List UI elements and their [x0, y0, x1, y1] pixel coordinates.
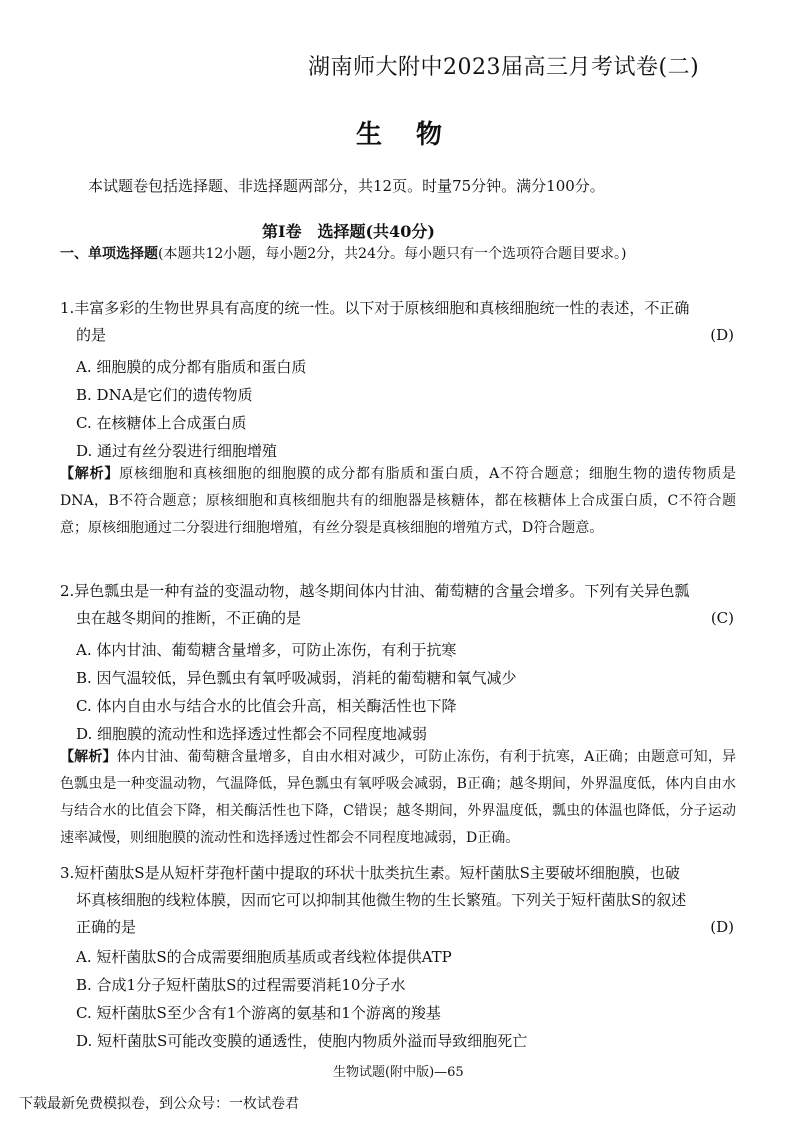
page-footer: 生物试题(附中版)—65: [333, 1065, 464, 1080]
question-2-stem-line1: 2.异色瓢虫是一种有益的变温动物，越冬期间体内甘油、葡萄糖的含量会增多。下列有关异色瓢: [60, 582, 690, 600]
question-1-option-c: C. 在核糖体上合成蛋白质: [76, 414, 247, 432]
question-2-explanation: [60, 744, 736, 852]
section-title: 第Ⅰ卷 选择题(共40分): [262, 222, 435, 241]
question-1-explanation: [60, 461, 736, 542]
question-3-option-d: D. 短杆菌肽S可能改变膜的通透性，使胞内物质外溢而导致细胞死亡: [76, 1032, 528, 1050]
question-1-answer: (D): [710, 326, 734, 344]
explanation-tag: 【解析】: [60, 466, 120, 482]
part-heading: [60, 243, 626, 263]
question-3-answer: (D): [710, 918, 734, 936]
question-1-option-b: B. DNA是它们的遗传物质: [76, 386, 253, 404]
question-1-stem-line2: 的是: [76, 326, 107, 344]
exam-title: 湖南师大附中2023届高三月考试卷(二): [308, 55, 700, 80]
question-2-answer: (C): [710, 609, 734, 627]
subject-title: 生物: [356, 120, 477, 150]
question-1-option-d: D. 通过有丝分裂进行细胞增殖: [76, 442, 278, 460]
question-1-stem-line1: 1.丰富多彩的生物世界具有高度的统一性。以下对于原核细胞和真核细胞统一性的表述，不正确: [60, 299, 690, 317]
part-heading-label: 一、单项选择题: [60, 246, 158, 262]
question-3-stem-line2: 坏真核细胞的线粒体膜，因而它可以抑制其他微生物的生长繁殖。下列关于短杆菌肽S的叙述: [76, 891, 687, 909]
question-3-option-b: B. 合成1分子短杆菌肽S的过程需要消耗10分子水: [76, 976, 406, 994]
explanation-text: 体内甘油、葡萄糖含量增多，自由水相对减少，可防止冻伤，有利于抗寒，A正确；由题意可知，异色瓢虫是一种变温动物，气温降低，异色瓢虫有氧呼吸会减弱，B正确；越冬期间，外界温度低，体内自由水与结合水的比值会下降，相关酶活性也下降，C错误；越冬期间，外界温度低，瓢虫的体温也降低，分子运动速率减慢，则细胞膜的流动性和选择透过性都会不同程度地减弱，D正确。: [60, 749, 736, 846]
question-3-stem-line1: 3.短杆菌肽S是从短杆芽孢杆菌中提取的环状十肽类抗生素。短杆菌肽S主要破坏细胞膜，也破: [60, 864, 680, 882]
question-1-option-a: A. 细胞膜的成分都有脂质和蛋白质: [76, 358, 307, 376]
part-heading-note: (本题共12小题，每小题2分，共24分。每小题只有一个选项符合题目要求。): [158, 246, 627, 262]
question-2-option-d: D. 细胞膜的流动性和选择透过性都会不同程度地减弱: [76, 725, 428, 743]
question-2-option-b: B. 因气温较低，异色瓢虫有氧呼吸减弱，消耗的葡萄糖和氧气减少: [76, 669, 517, 687]
question-2-option-c: C. 体内自由水与结合水的比值会升高，相关酶活性也下降: [76, 697, 457, 715]
question-3-option-a: A. 短杆菌肽S的合成需要细胞质基质或者线粒体提供ATP: [76, 948, 452, 966]
explanation-text: 原核细胞和真核细胞的细胞膜的成分都有脂质和蛋白质，A不符合题意；细胞生物的遗传物质是DNA，B不符合题意；原核细胞和真核细胞共有的细胞器是核糖体，都在核糖体上合成蛋白质，C不符合题意；原核细胞通过二分裂进行细胞增殖，有丝分裂是真核细胞的增殖方式，D符合题意。: [60, 466, 737, 536]
question-3-option-c: C. 短杆菌肽S至少含有1个游离的氨基和1个游离的羧基: [76, 1004, 441, 1022]
question-2-stem-line2: 虫在越冬期间的推断，不正确的是: [76, 609, 302, 627]
question-3-stem-line3: 正确的是: [76, 918, 137, 936]
download-note: 下载最新免费模拟卷，到公众号：一枚试卷君: [19, 1096, 299, 1112]
exam-intro: 本试题卷包括选择题、非选择题两部分，共12页。时量75分钟。满分100分。: [88, 177, 605, 195]
explanation-tag: 【解析】: [60, 749, 117, 765]
question-2-option-a: A. 体内甘油、葡萄糖含量增多，可防止冻伤，有利于抗寒: [76, 641, 457, 659]
